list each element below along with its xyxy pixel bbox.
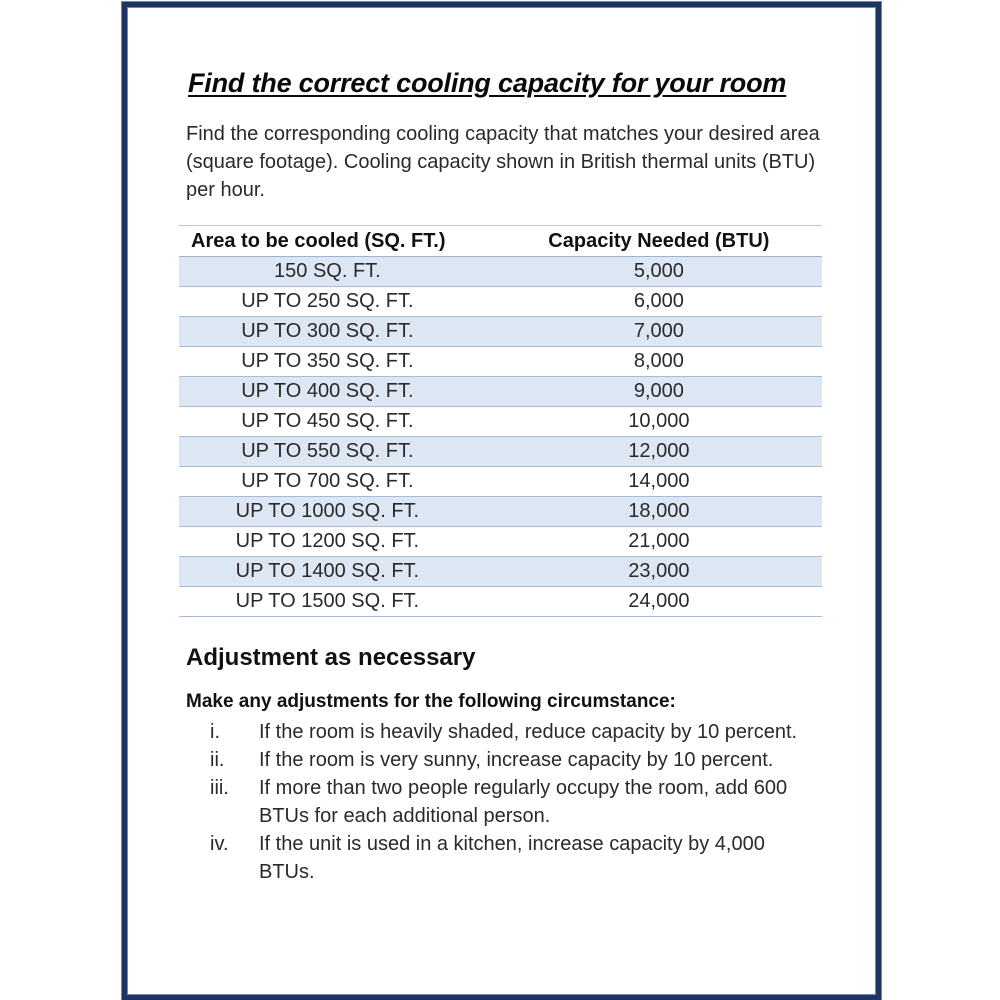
area-cell: UP TO 1400 SQ. FT. [179,557,476,587]
adjustment-item [186,830,806,886]
adjustment-heading: Adjustment as necessary [186,644,476,671]
area-cell: UP TO 550 SQ. FT. [179,437,476,467]
area-cell: UP TO 700 SQ. FT. [179,467,476,497]
capacity-cell: 6,000 [476,287,822,317]
capacity-cell: 24,000 [476,587,822,617]
capacity-cell: 18,000 [476,497,822,527]
area-cell: 150 SQ. FT. [179,257,476,287]
adjustment-text: If more than two people regularly occupy the room, add 600 BTUs for each additional person. [259,777,788,827]
area-cell: UP TO 300 SQ. FT. [179,317,476,347]
area-cell: UP TO 1500 SQ. FT. [179,587,476,617]
list-numeral: iv. [210,833,229,855]
table-row [179,437,822,467]
table-row [179,557,822,587]
adjustment-item [186,746,806,774]
capacity-cell: 10,000 [476,407,822,437]
adjustment-text: If the room is heavily shaded, reduce capacity by 10 percent. [259,721,798,743]
list-numeral: ii. [210,749,225,771]
capacity-cell: 21,000 [476,527,822,557]
table-row [179,287,822,317]
capacity-cell: 5,000 [476,257,822,287]
cooling-capacity-table [179,225,822,617]
capacity-cell: 23,000 [476,557,822,587]
capacity-cell: 12,000 [476,437,822,467]
table-row [179,407,822,437]
area-cell: UP TO 400 SQ. FT. [179,377,476,407]
capacity-cell: 14,000 [476,467,822,497]
capacity-cell: 7,000 [476,317,822,347]
table-row [179,347,822,377]
adjustment-text: If the unit is used in a kitchen, increase capacity by 4,000 BTUs. [259,833,765,883]
table-row [179,527,822,557]
adjustment-item [186,774,806,830]
adjustment-item [186,718,806,746]
page-title: Find the correct cooling capacity for your room [188,68,787,98]
area-cell: UP TO 1200 SQ. FT. [179,527,476,557]
list-numeral: iii. [210,777,229,799]
area-cell: UP TO 1000 SQ. FT. [179,497,476,527]
table-row [179,587,822,617]
area-cell: UP TO 350 SQ. FT. [179,347,476,377]
capacity-cell: 8,000 [476,347,822,377]
table-row [179,317,822,347]
list-numeral: i. [210,721,220,743]
table-header-row [179,226,822,257]
area-cell: UP TO 450 SQ. FT. [179,407,476,437]
capacity-cell: 9,000 [476,377,822,407]
adjustment-lead: Make any adjustments for the following circumstance: [186,691,676,712]
adjustment-list [186,718,806,886]
adjustment-text: If the room is very sunny, increase capacity by 10 percent. [259,749,774,771]
column-header-capacity: Capacity Needed (BTU) [476,226,822,257]
table-row [179,257,822,287]
table-row [179,377,822,407]
table-row [179,497,822,527]
column-header-area: Area to be cooled (SQ. FT.) [179,226,476,257]
intro-paragraph: Find the corresponding cooling capacity that matches your desired area (square footage). Cooling capacity shown in British thermal units (BTU) per hour. [186,123,820,201]
area-cell: UP TO 250 SQ. FT. [179,287,476,317]
table-row [179,467,822,497]
